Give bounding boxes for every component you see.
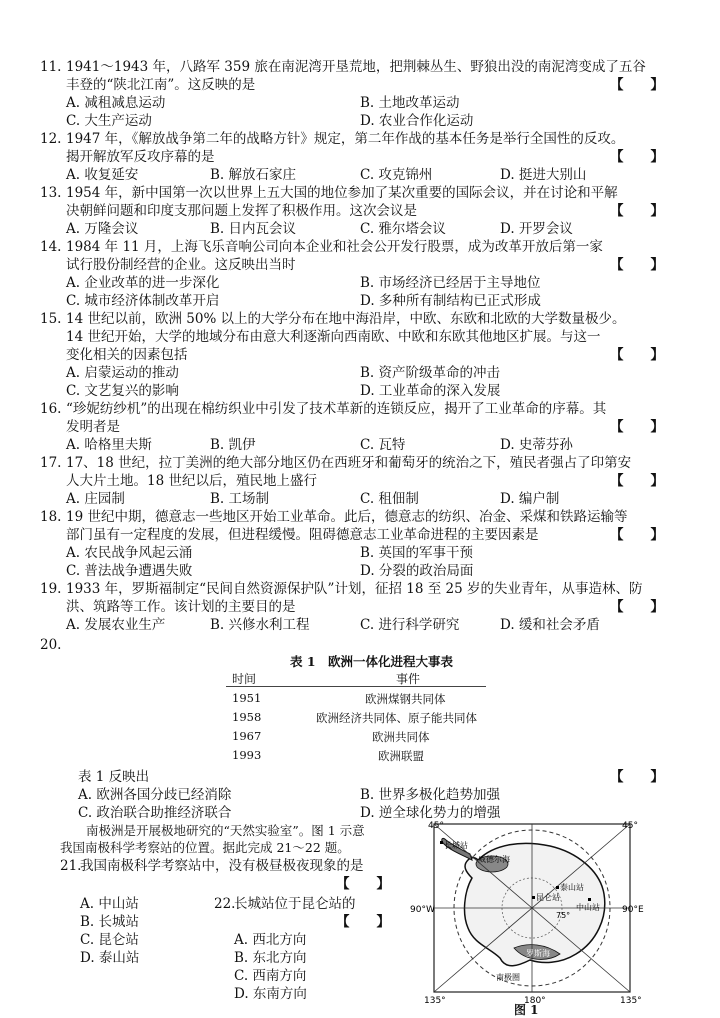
q22-answer-bracket[interactable]: 【 】 [336,914,390,930]
q13-option-b[interactable]: B. 日内瓦会议 [210,221,297,237]
q20-option-a[interactable]: A. 欧洲各国分歧已经消除 [78,787,232,803]
label-135e: 135° [620,996,642,1006]
table1-row4-time: 1993 [232,748,262,762]
q18-option-b[interactable]: B. 英国的军事干预 [360,545,474,561]
q22-option-a[interactable]: A. 西北方向 [234,932,307,948]
q20-option-c[interactable]: C. 政治联合助推经济联合 [78,805,232,821]
q19-option-c[interactable]: C. 进行科学研究 [360,617,460,633]
table1-title: 表 1 欧洲一体化进程大事表 [290,654,454,669]
table1-row2-time: 1958 [232,710,262,724]
q15-option-a[interactable]: A. 启蒙运动的推动 [66,365,179,381]
q12-stem-line1: 1947 年，《解放战争第二年的战略方针》规定，第二年作战的基本任务是举行全国性的反攻。 [66,131,625,147]
q19-stem-line2: 洪、筑路等工作。该计划的主要目的是 [66,599,296,615]
label-antarctic-circle: 南极圈 [496,973,520,982]
q14-option-c[interactable]: C. 城市经济体制改革开启 [66,293,220,309]
q17-number: 17. [40,455,62,471]
table1-row4-event: 欧洲联盟 [378,749,424,763]
q22-number: 22. [214,896,236,912]
q21-stem: 我国南极科学考察站中，没有极昼极夜现象的是 [80,858,364,874]
q17-option-c[interactable]: C. 租佃制 [360,491,419,507]
q15-number: 15. [40,311,62,327]
q15-stem-line2: 14 世纪开始，大学的地域分布由意大利逐渐向西南欧、中欧和东欧其他地区扩展。与这一 [66,329,601,345]
label-ross: 罗斯海 [526,949,550,958]
q18-option-c[interactable]: C. 普法战争遭遇失败 [66,563,193,579]
q18-answer-bracket[interactable]: 【 】 [610,527,664,543]
q22-option-d[interactable]: D. 东南方向 [234,986,307,1002]
q13-option-d[interactable]: D. 开罗会议 [500,221,573,237]
q11-option-b[interactable]: B. 土地改革运动 [360,95,460,111]
label-taishan: 泰山站 [560,883,584,892]
q20-option-b[interactable]: B. 世界多极化趋势加强 [360,787,501,803]
q19-option-d[interactable]: D. 缓和社会矛盾 [500,617,600,633]
label-90e: 90°E [622,905,644,915]
q15-option-d[interactable]: D. 工业革命的深入发展 [360,383,501,399]
q16-stem-line2: 发明者是 [66,419,120,435]
q15-answer-bracket[interactable]: 【 】 [610,347,664,363]
q22-option-c[interactable]: C. 西南方向 [234,968,307,984]
q18-option-a[interactable]: A. 农民战争风起云涌 [66,545,193,561]
q17-stem-line1: 17、18 世纪，拉丁美洲的绝大部分地区仍在西班牙和葡萄牙的统治之下，殖民者强占了印第安 [66,455,632,471]
q19-answer-bracket[interactable]: 【 】 [610,599,664,615]
intro-line1: 南极洲是开展极地研究的“天然实验室”。图 1 示意 [86,823,365,838]
q20-option-d[interactable]: D. 逆全球化势力的增强 [360,805,501,821]
q16-option-b[interactable]: B. 凯伊 [210,437,256,453]
q18-number: 18. [40,509,62,525]
q12-option-d[interactable]: D. 挺进大别山 [500,167,587,183]
q14-option-b[interactable]: B. 市场经济已经居于主导地位 [360,275,541,291]
q14-stem-line2: 试行股份制经营的企业。这反映出当时 [66,257,296,273]
q11-number: 11. [40,59,62,75]
q21-answer-bracket[interactable]: 【 】 [336,876,390,892]
q13-option-a[interactable]: A. 万隆会议 [66,221,139,237]
q14-option-d[interactable]: D. 多种所有制结构已正式形成 [360,293,541,309]
q17-answer-bracket[interactable]: 【 】 [610,473,664,489]
q18-stem-line2: 部门虽有一定程度的发展，但进程缓慢。阻碍德意志工业革命进程的主要因素是 [66,527,539,543]
q14-option-a[interactable]: A. 企业改革的进一步深化 [66,275,220,291]
label-zhongshan: 中山站 [576,903,600,912]
label-lat75: 75° [556,911,571,920]
q13-stem-line2: 决朝鲜问题和印度支那问题上发挥了积极作用。这次会议是 [66,203,417,219]
q12-option-c[interactable]: C. 攻克锦州 [360,167,433,183]
label-kunlun: 昆仑站 [536,893,560,902]
intro-line2: 我国南极科学考察站的位置。据此完成 21～22 题。 [60,840,350,855]
table1-header-time: 时间 [232,672,257,686]
q11-answer-bracket[interactable]: 【 】 [610,77,664,93]
q12-answer-bracket[interactable]: 【 】 [610,149,664,165]
q16-option-d[interactable]: D. 史蒂芬孙 [500,437,573,453]
q19-option-b[interactable]: B. 兴修水利工程 [210,617,310,633]
label-135w: 135° [424,996,446,1006]
q12-option-a[interactable]: A. 收复延安 [66,167,139,183]
taishan-station-marker [556,886,559,889]
q18-stem-line1: 19 世纪中期，德意志一些地区开始工业革命。此后，德意志的纺织、冶金、采煤和铁路运输等 [66,509,628,525]
changcheng-station-marker [440,841,443,844]
label-90w: 90°W [410,905,435,915]
q17-option-a[interactable]: A. 庄园制 [66,491,125,507]
label-weddell: 威德尔海 [478,855,510,864]
q20-number: 20. [40,637,62,653]
q16-option-a[interactable]: A. 哈格里夫斯 [66,437,152,453]
q12-option-b[interactable]: B. 解放石家庄 [210,167,297,183]
q12-number: 12. [40,131,62,147]
q11-stem-line1: 1941～1943 年，八路军 359 旅在南泥湾开垦荒地，把荆棘丛生、野狼出没的南泥湾变成了五谷 [66,59,646,75]
label-45w: 45° [428,821,444,831]
q19-stem-line1: 1933 年，罗斯福制定“民间自然资源保护队”计划，征招 18 至 25 岁的失业青年，从事造林、防 [66,581,643,597]
q22-option-b[interactable]: B. 东北方向 [234,950,307,966]
q15-option-b[interactable]: B. 资产阶级革命的冲击 [360,365,501,381]
q15-option-c[interactable]: C. 文艺复兴的影响 [66,383,179,399]
q21-number: 21. [60,858,82,874]
q13-number: 13. [40,185,62,201]
q17-option-b[interactable]: B. 工场制 [210,491,270,507]
figure-caption: 图 1 [514,1003,539,1017]
table1-header-event: 事件 [396,672,421,686]
table1-row3-event: 欧洲共同体 [372,730,430,744]
label-changcheng: 长城站 [444,841,468,850]
q14-answer-bracket[interactable]: 【 】 [610,257,664,273]
q16-stem-line1: “珍妮纺纱机”的出现在棉纺织业中引发了技术革新的连锁反应，揭开了工业革命的序幕。其 [66,401,607,417]
q20-answer-bracket[interactable]: 【 】 [610,769,664,785]
q13-stem-line1: 1954 年，新中国第一次以世界上五大国的地位参加了某次重要的国际会议，并在讨论和平解 [66,185,618,201]
q16-option-c[interactable]: C. 瓦特 [360,437,406,453]
table1-row2-event: 欧洲经济共同体、原子能共同体 [316,711,477,725]
q21-option-d[interactable]: D. 泰山站 [80,950,140,966]
q18-option-d[interactable]: D. 分裂的政治局面 [360,563,474,579]
q13-answer-bracket[interactable]: 【 】 [610,203,664,219]
antarctica-map [410,820,646,1006]
table1-header-rule [226,686,486,687]
zhongshan-station-marker [588,898,591,901]
q15-stem-line1: 14 世纪以前，欧洲 50% 以上的大学分布在地中海沿岸，中欧、东欧和北欧的大学数量极少。 [66,311,626,327]
q11-stem-line2: 丰登的“陕北江南”。这反映的是 [66,77,256,93]
q11-option-d[interactable]: D. 农业合作化运动 [360,113,474,129]
q19-option-a[interactable]: A. 发展农业生产 [66,617,166,633]
q16-answer-bracket[interactable]: 【 】 [610,419,664,435]
q15-stem-line3: 变化相关的因素包括 [66,347,188,363]
q22-stem: 长城站位于昆仑站的 [234,896,356,912]
table1-row1-time: 1951 [232,691,262,705]
q21-option-a[interactable]: A. 中山站 [80,896,139,912]
q11-option-a[interactable]: A. 减租减息运动 [66,95,166,111]
q17-stem-line2: 人大片土地。18 世纪以后，殖民地上盛行 [66,473,317,489]
q12-stem-line2: 揭开解放军反攻序幕的是 [66,149,215,165]
label-180: 180° [524,996,546,1006]
kunlun-station-marker [532,896,535,899]
q13-option-c[interactable]: C. 雅尔塔会议 [360,221,446,237]
q17-option-d[interactable]: D. 编户制 [500,491,560,507]
table1-row3-time: 1967 [232,729,262,743]
q14-number: 14. [40,239,62,255]
q14-stem-line1: 1984 年 11 月，上海飞乐音响公司向本企业和社会公开发行股票，成为改革开放后第一家 [66,239,603,255]
q21-option-b[interactable]: B. 长城站 [80,914,140,930]
label-45e: 45° [622,821,638,831]
q16-number: 16. [40,401,62,417]
q11-option-c[interactable]: C. 大生产运动 [66,113,152,129]
table1-row1-event: 欧洲煤钢共同体 [365,692,446,706]
q19-number: 19. [40,581,62,597]
q20-stem: 表 1 反映出 [78,769,150,785]
q21-option-c[interactable]: C. 昆仑站 [80,932,139,948]
